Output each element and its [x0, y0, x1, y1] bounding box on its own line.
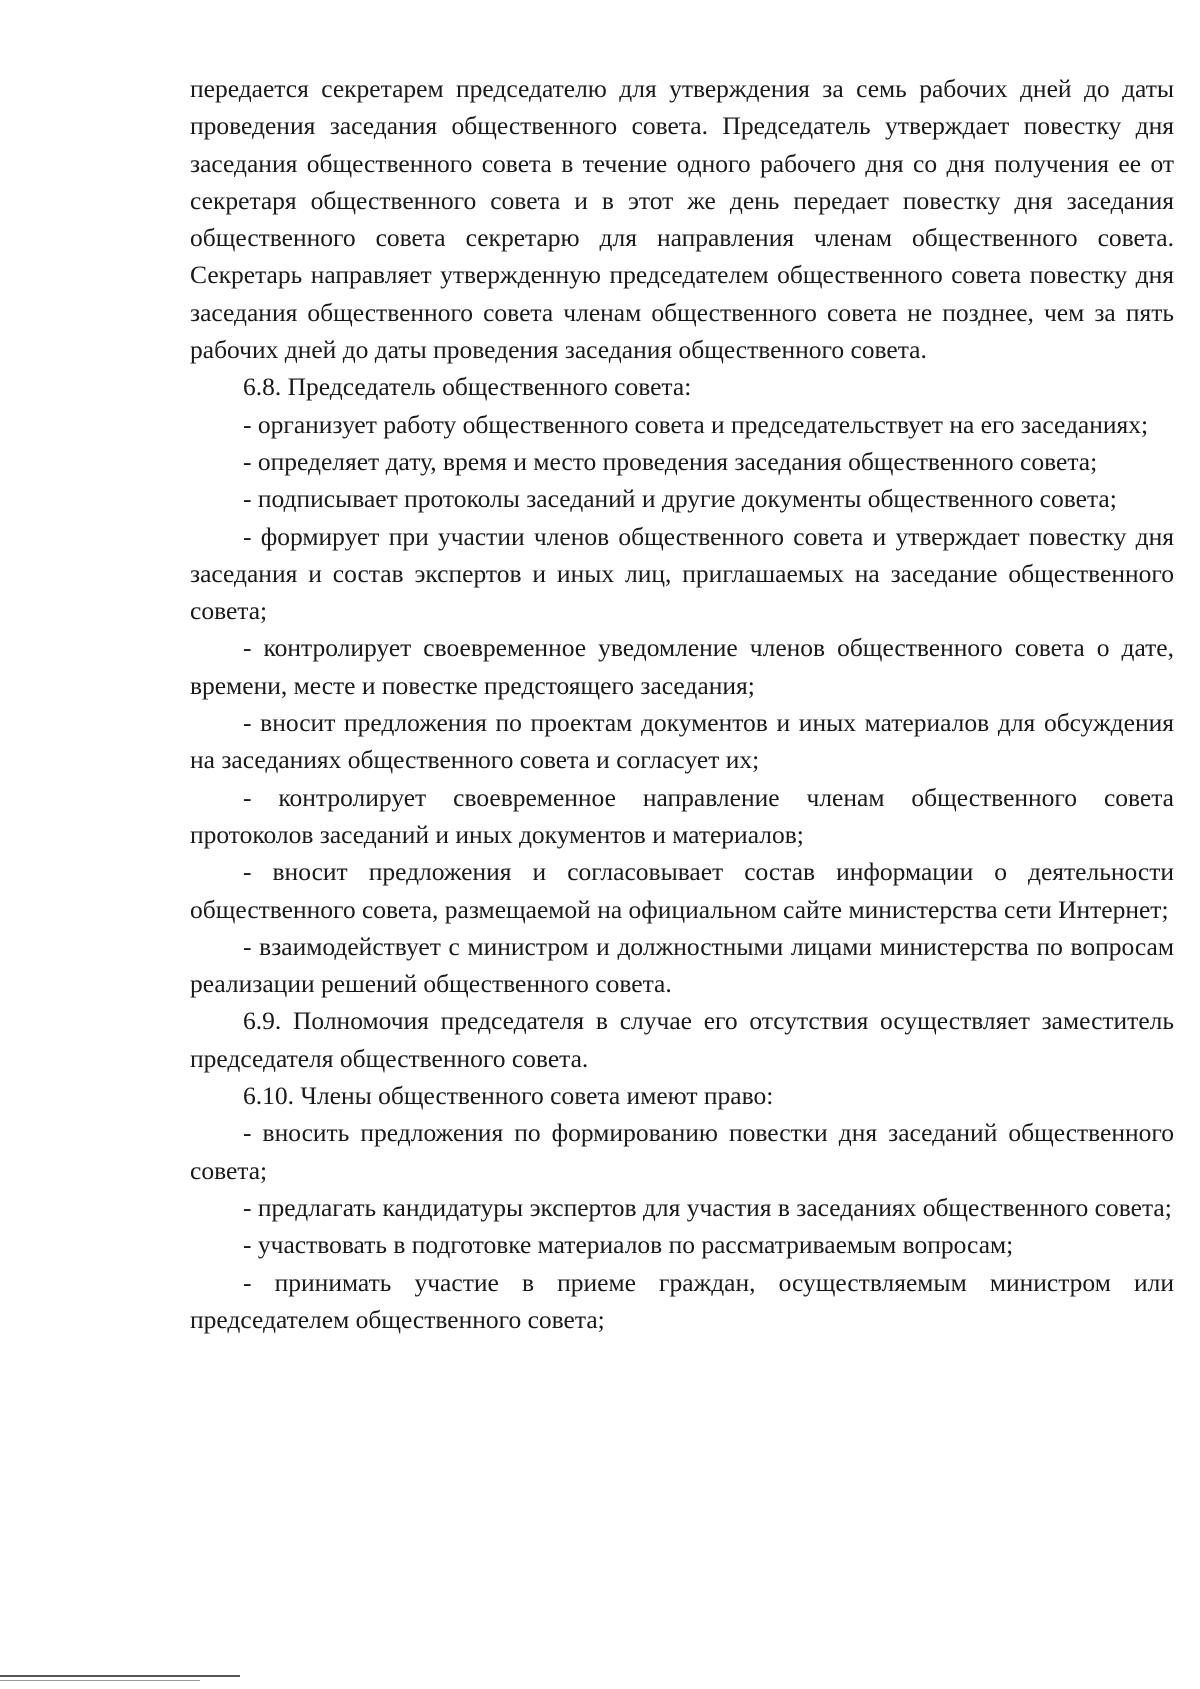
list-item: - вносит предложения и согласовывает состав информации о деятельности общественного совета, размещаемой на официальном сайте министерства сети Интернет;	[190, 857, 1174, 924]
scan-edge-mark	[0, 1680, 200, 1681]
list-item: - принимать участие в приеме граждан, осуществляемым министром или председателем общественного совета;	[190, 1267, 1174, 1334]
list-item: - вносит предложения по проектам документов и иных материалов для обсуждения на заседаниях общественного совета и согласует их;	[190, 708, 1174, 775]
list-item: - предлагать кандидатуры экспертов для участия в заседаниях общественного совета;	[243, 1192, 1172, 1222]
list-item: - формирует при участии членов общественного совета и утверждает повестку дня заседания и состав экспертов и иных лиц, приглашаемых на заседание общественного совета;	[190, 521, 1174, 626]
list-item: - определяет дату, время и место проведения заседания общественного совета;	[243, 446, 1098, 476]
list-item: - контролирует своевременное уведомление членов общественного совета о дате, времени, месте и повестке предстоящего заседания;	[190, 633, 1174, 700]
section-paragraph-6-9: 6.9. Полномочия председателя в случае его отсутствия осуществляет заместитель председателя общественного совета.	[190, 1006, 1174, 1073]
scan-edge-mark	[0, 1675, 240, 1677]
list-item: - взаимодействует с министром и должностными лицами министерства по вопросам реализации решений общественного совета.	[190, 931, 1174, 999]
paragraph-continuation: передается секретарем председателю для утверждения за семь рабочих дней до даты проведения заседания общественного совета. Председатель утверждает повестку дня заседания общественного совета в течение одного рабочего дня со дня получения ее от секретаря общественного совета и в этот же день передает повестку дня заседания общественного совета секретарю для направления членам общественного совета. Секретарь направляет утвержденную председателем общественного совета повестку дня заседания общественного совета членам общественного совета не позднее, чем за пять рабочих дней до даты проведения заседания общественного совета.	[190, 74, 1174, 365]
list-item: - вносить предложения по формированию повестки дня заседаний общественного совета;	[190, 1118, 1174, 1185]
section-heading-6-10: 6.10. Члены общественного совета имеют право:	[243, 1081, 774, 1111]
list-item: - участвовать в подготовке материалов по рассматриваемым вопросам;	[243, 1230, 1014, 1260]
list-item: - подписывает протоколы заседаний и другие документы общественного совета;	[243, 484, 1117, 514]
list-item: - организует работу общественного совета и председательствует на его заседаниях;	[243, 409, 1149, 439]
document-page	[190, 70, 1174, 1338]
section-heading-6-8: 6.8. Председатель общественного совета:	[243, 372, 692, 402]
list-item: - контролирует своевременное направление членам общественного совета протоколов заседаний и иных документов и материалов;	[190, 782, 1174, 849]
